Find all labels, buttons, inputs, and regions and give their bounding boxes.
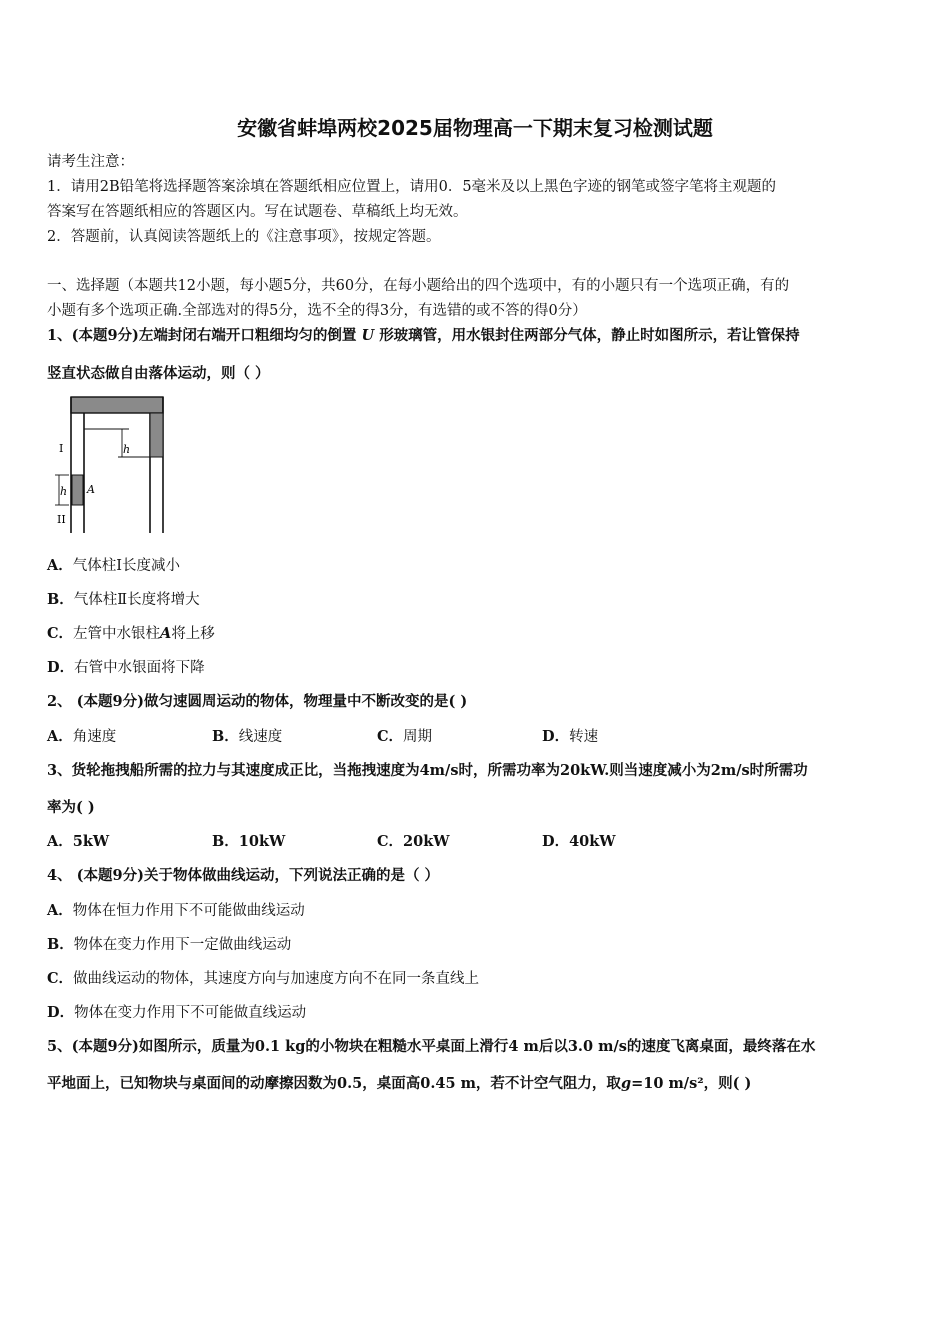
option-key: D． (47, 659, 75, 676)
notice-heading: 请考生注意： (47, 154, 134, 170)
option-text: 物体在恒力作用下不可能做曲线运动 (72, 903, 305, 919)
q5-stem-part-a: 平地面上，已知物块与桌面间的动摩擦因数为0.5，桌面高0.45 m，若不计空气阻力，取 (47, 1075, 621, 1092)
label-h-left: h (60, 485, 68, 498)
option-key: C． (377, 728, 404, 745)
u-tube-figure (47, 395, 172, 537)
label-h-top: h (123, 443, 131, 456)
q5-stem-line-1: 5、(本题9分)如图所示，质量为0.1 kg的小物块在粗糙水平桌面上滑行4 m后以3.0 m/s的速度飞离桌面，最终落在水 (47, 1038, 816, 1055)
option-text: 20kW (403, 833, 450, 850)
q1-option-d (47, 658, 205, 678)
option-key: C． (377, 833, 404, 850)
mercury-column-a (72, 475, 83, 505)
option-text: 右管中水银面将下降 (74, 660, 205, 676)
option-key: D． (542, 833, 570, 850)
option-key: A． (47, 902, 73, 919)
q2-option-a (47, 727, 116, 747)
q1-option-b (47, 590, 200, 610)
option-text: 将上移 (171, 626, 215, 642)
option-variable: A (160, 625, 172, 642)
option-text: 做曲线运动的物体，其速度方向与加速度方向不在同一条直线上 (73, 971, 480, 987)
option-text: 物体在变力作用下一定做曲线运动 (73, 937, 292, 953)
q3-stem-line-1: 3、货轮拖拽船所需的拉力与其速度成正比，当拖拽速度为4m/s时，所需功率为20kW.则当速度减小为2m/s时所需功 (47, 762, 808, 779)
q4-option-b (47, 935, 291, 955)
q4-stem: 4、 (本题9分)关于物体做曲线运动，下列说法正确的是（ ） (47, 867, 439, 884)
q3-option-c (377, 832, 450, 852)
option-text: 转速 (569, 729, 599, 745)
option-key: C． (47, 970, 74, 987)
option-key: B． (212, 833, 239, 850)
q5-stem-part-b: =10 m/s²，则( ) (631, 1075, 752, 1092)
option-text: 5kW (72, 833, 110, 850)
label-gas-column-ii: II (57, 513, 66, 526)
option-text: 气体柱Ⅱ长度将增大 (73, 592, 200, 608)
option-text: 物体在变力作用下不可能做直线运动 (74, 1005, 307, 1021)
q2-option-b (212, 727, 282, 747)
q2-option-d (542, 727, 598, 747)
section-header-line-1: 一、选择题（本题共12小题，每小题5分，共60分，在每小题给出的四个选项中，有的小题只有一个选项正确，有的 (47, 278, 790, 294)
option-key: D． (47, 1004, 75, 1021)
q1-stem-line-1 (47, 326, 800, 346)
q1-option-a (47, 556, 180, 576)
option-key: A． (47, 833, 73, 850)
section-header-line-2: 小题有多个选项正确.全部选对的得5分，选不全的得3分，有选错的或不答的得0分） (47, 303, 587, 319)
option-key: B． (47, 591, 74, 608)
option-key: B． (47, 936, 74, 953)
option-key: D． (542, 728, 570, 745)
notice-line-1: 1．请用2B铅笔将选择题答案涂填在答题纸相应位置上，请用0．5毫米及以上黑色字迹的钢笔或签字笔将主观题的 (47, 179, 777, 195)
label-gas-column-i: I (59, 442, 64, 455)
option-text: 周期 (403, 729, 433, 745)
notice-line-3: 2．答题前，认真阅读答题纸上的《注意事项》，按规定答题。 (47, 229, 441, 245)
notice-line-2: 答案写在答题纸相应的答题区内。写在试题卷、草稿纸上均无效。 (47, 204, 468, 220)
option-key: A． (47, 728, 73, 745)
q1-stem-variable: U (361, 327, 375, 344)
q3-option-a (47, 832, 109, 852)
q2-option-c (377, 727, 432, 747)
option-key: C． (47, 625, 74, 642)
q3-option-d (542, 832, 616, 852)
q1-option-c (47, 624, 215, 644)
q5-stem-line-2 (47, 1074, 751, 1094)
option-text: 40kW (569, 833, 616, 850)
option-text: 角速度 (72, 729, 117, 745)
q4-option-c (47, 969, 479, 989)
q3-stem-line-2: 率为( ) (47, 799, 95, 816)
q5-stem-variable: g (620, 1075, 632, 1092)
page-title: 安徽省蚌埠两校2025届物理高一下期末复习检测试题 (237, 116, 713, 140)
top-mercury-bar (71, 397, 163, 413)
option-text: 线速度 (238, 729, 283, 745)
q2-stem: 2、 (本题9分)做匀速圆周运动的物体，物理量中不断改变的是( ) (47, 693, 468, 710)
option-text: 气体柱Ⅰ长度减小 (72, 558, 180, 574)
option-text: 10kW (238, 833, 286, 850)
label-mercury-a: A (87, 483, 95, 496)
q4-option-a (47, 901, 305, 921)
option-key: A． (47, 557, 73, 574)
q4-option-d (47, 1003, 306, 1023)
option-key: B． (212, 728, 239, 745)
option-text: 左管中水银柱 (73, 626, 161, 642)
q1-stem-part-b: 形玻璃管，用水银封住两部分气体，静止时如图所示，若让管保持 (379, 327, 800, 344)
right-mercury-column (150, 413, 163, 457)
q1-stem-line-2: 竖直状态做自由落体运动，则（ ） (47, 365, 270, 382)
q3-option-b (212, 832, 285, 852)
q1-stem-part-a: 1、(本题9分)左端封闭右端开口粗细均匀的倒置 (47, 327, 357, 344)
